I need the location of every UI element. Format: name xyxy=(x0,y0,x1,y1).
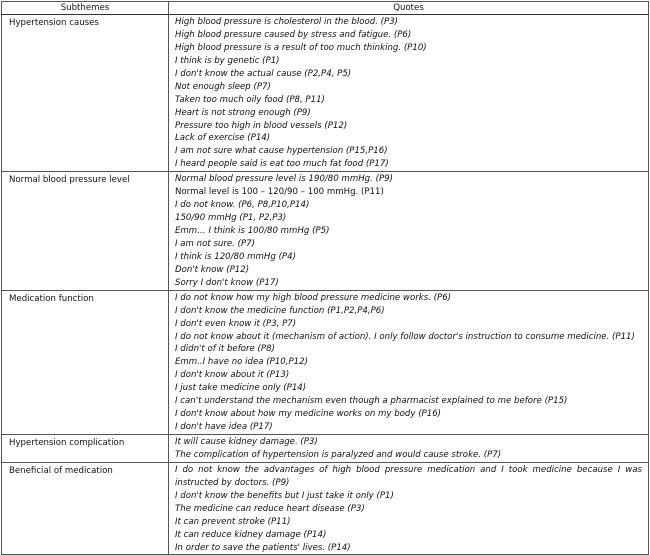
subtheme-label: Normal blood pressure level xyxy=(9,175,130,186)
quotes-cell xyxy=(169,172,649,290)
quote-line: Heart is not strong enough (P9) xyxy=(175,107,311,118)
quote-line: I can't understand the mechanism even though a pharmacist explained to me before (P15) xyxy=(175,396,568,407)
quote-line: Sorry I don't know (P17) xyxy=(175,277,279,288)
subtheme-label: Hypertension causes xyxy=(9,18,99,28)
quote-line: Normal level is 100 – 120/90 – 100 mmHg. (P11) xyxy=(175,187,384,198)
quotes-cell xyxy=(169,15,649,172)
quote-line: The complication of hypertension is paralyzed and would cause stroke. (P7) xyxy=(175,449,502,460)
table-row xyxy=(2,15,649,172)
quote-line: I am not sure. (P7) xyxy=(175,238,256,249)
quote-line: It can reduce kidney damage (P14) xyxy=(175,529,327,540)
table-body xyxy=(2,15,649,555)
subtheme-cell xyxy=(2,15,169,172)
quote-line: I don't know the medicine function (P1,P2,P4,P6) xyxy=(175,305,385,316)
quote-line: I think is by genetic (P1) xyxy=(175,55,280,66)
quote-line: Taken too much oily food (P8, P11) xyxy=(175,94,325,105)
quote-line: High blood pressure is a result of too much thinking. (P10) xyxy=(175,42,427,53)
quote-line: High blood pressure caused by stress and fatigue. (P6) xyxy=(175,29,412,40)
quote-line: Normal blood pressure level is 190/80 mmHg. (P9) xyxy=(175,174,393,185)
quote-line: It will cause kidney damage. (P3) xyxy=(175,437,318,447)
subtheme-cell xyxy=(2,172,169,290)
quotes-header: Quotes xyxy=(169,2,649,15)
table-row xyxy=(2,172,649,290)
table-header-row xyxy=(2,2,649,15)
subthemes-header: Subthemes xyxy=(2,2,169,15)
subtheme-label: Medication function xyxy=(9,293,94,304)
subtheme-cell xyxy=(2,435,169,463)
subtheme-cell xyxy=(2,290,169,434)
quote-line: Emm..I have no idea (P10,P12) xyxy=(175,357,308,368)
quote-line: I think is 120/80 mmHg (P4) xyxy=(175,251,296,262)
quote-line: It can prevent stroke (P11) xyxy=(175,516,291,527)
quote-line: High blood pressure is cholesterol in the blood. (P3) xyxy=(175,17,399,27)
subtheme-label: Beneficial of medication xyxy=(9,465,113,476)
quote-line: I don't know the benefits but I just take it only (P1) xyxy=(175,490,394,501)
quote-line: I heard people said is eat too much fat food (P17) xyxy=(175,159,389,170)
table-row xyxy=(2,290,649,434)
quotes-cell xyxy=(169,290,649,434)
quote-line: I don't even know it (P3, P7) xyxy=(175,318,297,329)
subtheme-label: Hypertension complication xyxy=(9,438,125,448)
quote-line: I don't know the actual cause (P2,P4, P5) xyxy=(175,68,352,79)
quote-line: The medicine can reduce heart disease (P3) xyxy=(175,503,365,514)
quote-line: I don't know about it (P13) xyxy=(175,370,290,381)
quote-line: I just take medicine only (P14) xyxy=(175,383,307,394)
quote-line: Not enough sleep (P7) xyxy=(175,81,271,92)
quote-line: I am not sure what cause hypertension (P15,P16) xyxy=(175,146,388,157)
quotes-table xyxy=(1,1,649,555)
quote-line: I do not know the advantages of high blood pressure medication and I took medicine because I was instructed by doctors. (P9) xyxy=(175,464,642,488)
quotes-cell xyxy=(169,462,649,555)
quote-line: I do not know. (P6, P8,P10,P14) xyxy=(175,200,310,211)
quotes-cell xyxy=(169,435,649,463)
quote-line: I don't have idea (P17) xyxy=(175,422,273,433)
quote-line: Lack of exercise (P14) xyxy=(175,133,271,144)
quote-line: I didn't of it before (P8) xyxy=(175,344,275,355)
quote-line: Don't know (P12) xyxy=(175,264,250,275)
table-row xyxy=(2,435,649,463)
quote-line: I do not know about it (mechanism of action). I only follow doctor's instruction to consume medicine. (P11) xyxy=(175,331,635,342)
quote-line: Pressure too high in blood vessels (P12) xyxy=(175,120,348,131)
quote-line: Emm… I think is 100/80 mmHg (P5) xyxy=(175,226,330,236)
quote-line: In order to save the patients' lives. (P14) xyxy=(175,542,351,553)
quote-line: I don't know about how my medicine works on my body (P16) xyxy=(175,409,442,420)
quote-line: I do not know how my high blood pressure medicine works. (P6) xyxy=(175,292,452,303)
subtheme-cell xyxy=(2,462,169,555)
quote-line: 150/90 mmHg (P1, P2,P3) xyxy=(175,213,287,224)
table-row xyxy=(2,462,649,555)
